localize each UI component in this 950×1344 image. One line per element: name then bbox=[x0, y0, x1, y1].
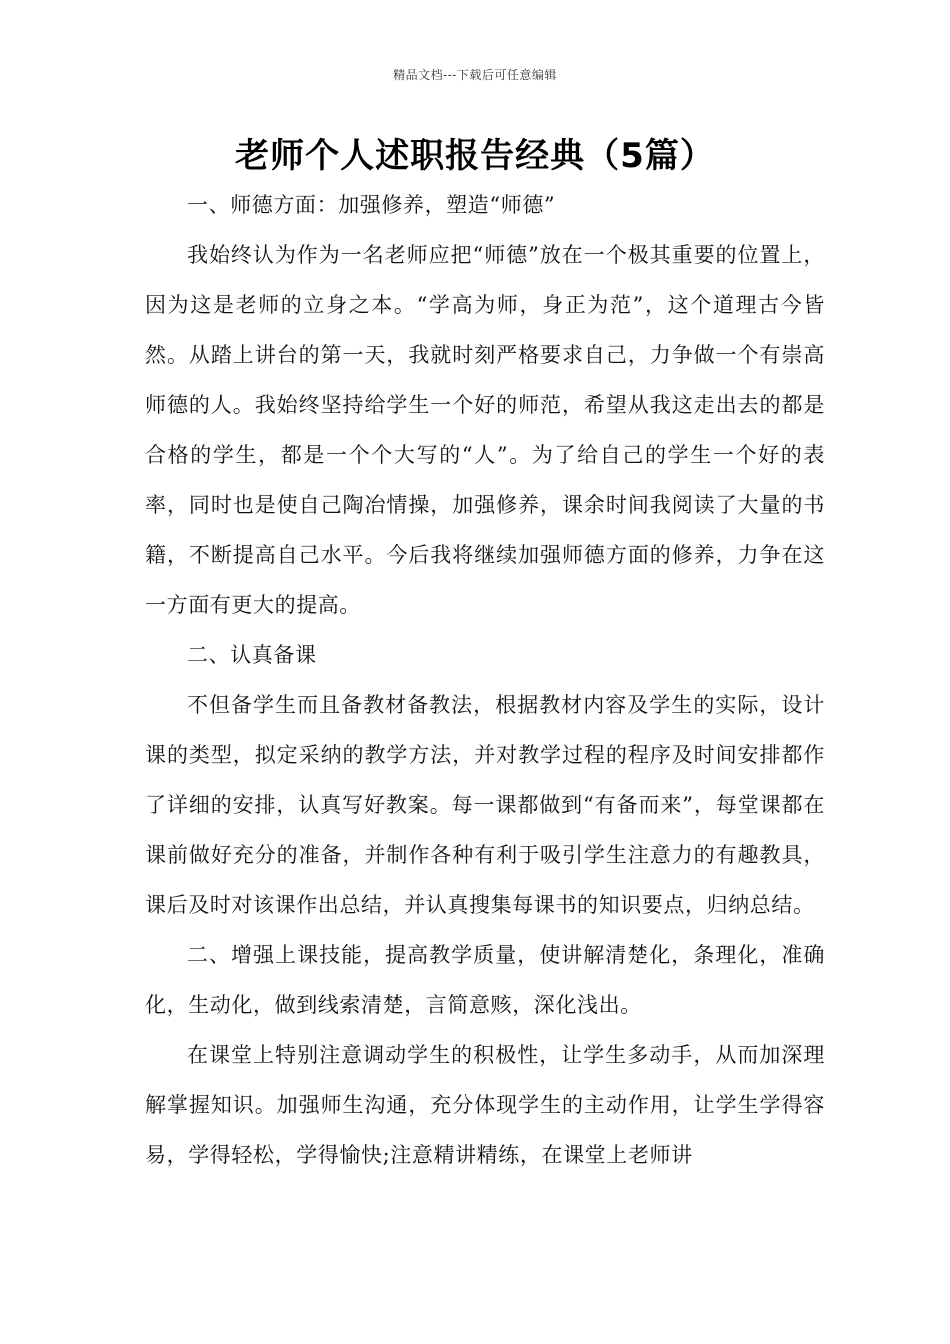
document-body bbox=[145, 180, 825, 1180]
paragraph-ethics: 我始终认为作为一名老师应把“师德”放在一个极其重要的位置上，因为这是老师的立身之本。“学高为师，身正为范”，这个道理古今皆然。从踏上讲台的第一天，我就时刻严格要求自己，力争做一个有崇高师德的人。我始终坚持给学生一个好的师范，希望从我这走出去的都是合格的学生，都是一个个大写的“人”。为了给自己的学生一个好的表率，同时也是使自己陶冶情操，加强修养，课余时间我阅读了大量的书籍，不断提高自己水平。今后我将继续加强师德方面的修养，力争在这一方面有更大的提高。 bbox=[145, 243, 825, 617]
header-note: 精品文档---下载后可任意编辑 bbox=[393, 68, 557, 82]
paragraph-classroom: 在课堂上特别注意调动学生的积极性，让学生多动手，从而加深理解掌握知识。加强师生沟通，充分体现学生的主动作用，让学生学得容易，学得轻松，学得愉快;注意精讲精练，在课堂上老师讲 bbox=[145, 1043, 825, 1167]
paragraph-teaching-skills: 二、增强上课技能，提高教学质量，使讲解清楚化，条理化，准确化，生动化，做到线索清楚，言简意赅，深化浅出。 bbox=[145, 943, 825, 1017]
paragraph-preparation: 不但备学生而且备教材备教法，根据教材内容及学生的实际，设计课的类型，拟定采纳的教学方法，并对教学过程的程序及时间安排都作了详细的安排，认真写好教案。每一课都做到“有备而来”，每堂课都在课前做好充分的准备，并制作各种有利于吸引学生注意力的有趣教具，课后及时对该课作出总结，并认真搜集每课书的知识要点，归纳总结。 bbox=[145, 693, 825, 917]
section-heading-preparation: 二、认真备课 bbox=[187, 643, 317, 667]
section-heading-ethics: 一、师德方面：加强修养，塑造“师德” bbox=[187, 193, 556, 217]
document-title: 老师个人述职报告经典（5篇） bbox=[235, 136, 715, 176]
